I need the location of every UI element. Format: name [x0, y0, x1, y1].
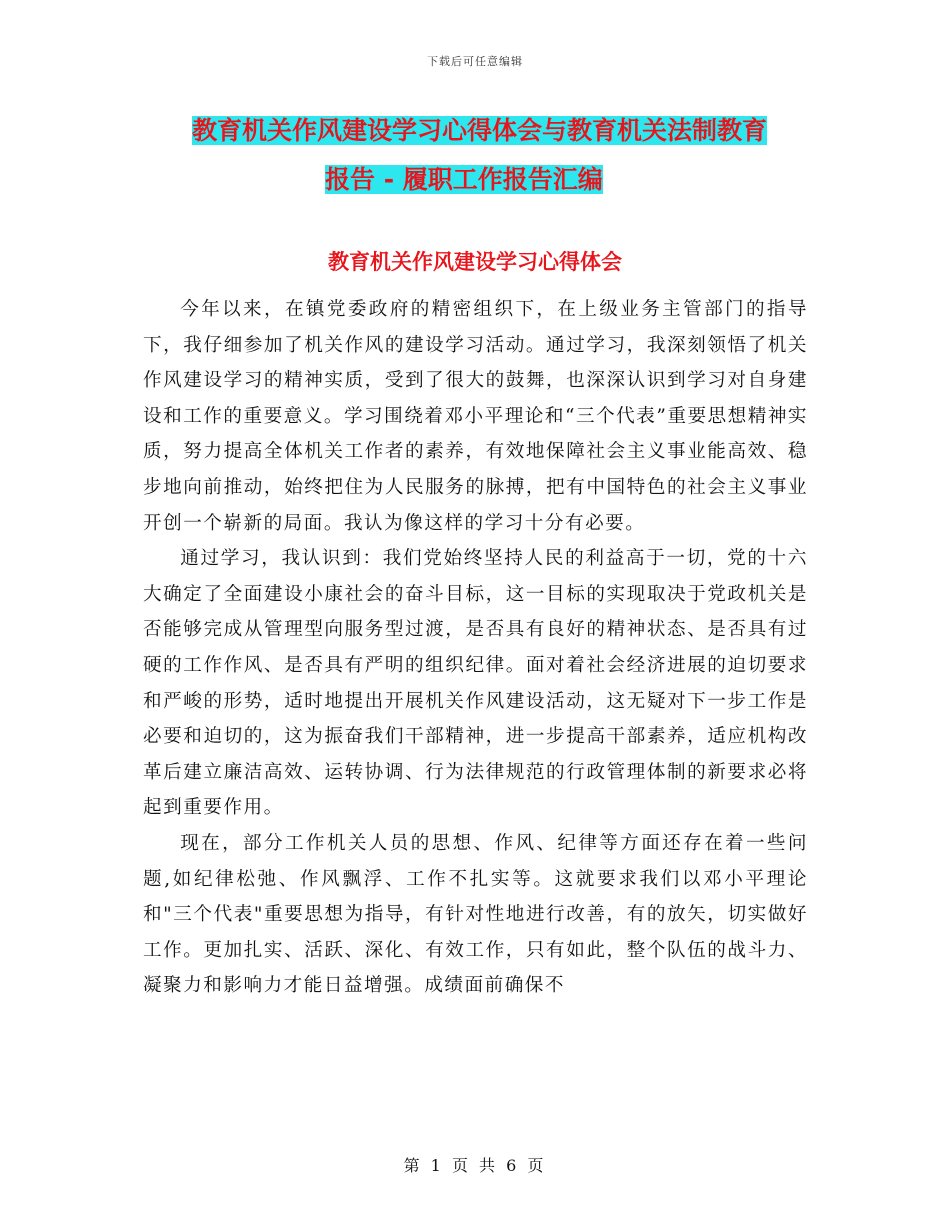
page-header: 下载后可任意编辑 — [427, 55, 523, 68]
paragraph: 现在，部分工作机关人员的思想、作风、纪律等方面还存在着一些问题,如纪律松弛、作风飘浮、工作不扎实等。这就要求我们以邓小平理论和"三个代表"重要思想为指导，有针对性地进行改善，有的放矢，切实做好工作。更加扎实、活跃、深化、有效工作，只有如此，整个队伍的战斗力、凝聚力和影响力才能日益增强。成绩面前确保不 — [143, 832, 808, 997]
document-body — [143, 292, 808, 1004]
document-title-line-2: 报告 - 履职工作报告汇编 — [325, 165, 603, 194]
document-title-line-1: 教育机关作风建设学习心得体会与教育机关法制教育 — [192, 116, 768, 145]
page-number-footer: 第 1 页 共 6 页 — [403, 1156, 547, 1175]
document-title — [140, 106, 820, 204]
section-title: 教育机关作风建设学习心得体会 — [328, 250, 622, 274]
paragraph: 通过学习，我认识到：我们党始终坚持人民的利益高于一切，党的十六大确定了全面建设小康社会的奋斗目标，这一目标的实现取决于党政机关是否能够完成从管理型向服务型过渡，是否具有良好的精神状态、是否具有过硬的工作作风、是否具有严明的组织纪律。面对着社会经济进展的迫切要求和严峻的形势，适时地提出开展机关作风建设活动，这无疑对下一步工作是必要和迫切的，这为振奋我们干部精神，进一步提高干部素养，适应机构改革后建立廉洁高效、运转协调、行为法律规范的行政管理体制的新要求必将起到重要作用。 — [143, 548, 808, 819]
paragraph: 今年以来，在镇党委政府的精密组织下，在上级业务主管部门的指导下，我仔细参加了机关作风的建设学习活动。通过学习，我深刻领悟了机关作风建设学习的精神实质，受到了很大的鼓舞，也深深认识到学习对自身建设和工作的重要意义。学习围绕着邓小平理论和“三个代表”重要思想精神实质，努力提高全体机关工作者的素养，有效地保障社会主义事业能高效、稳步地向前推动，始终把住为人民服务的脉搏，把有中国特色的社会主义事业开创一个崭新的局面。我认为像这样的学习十分有必要。 — [143, 299, 809, 534]
